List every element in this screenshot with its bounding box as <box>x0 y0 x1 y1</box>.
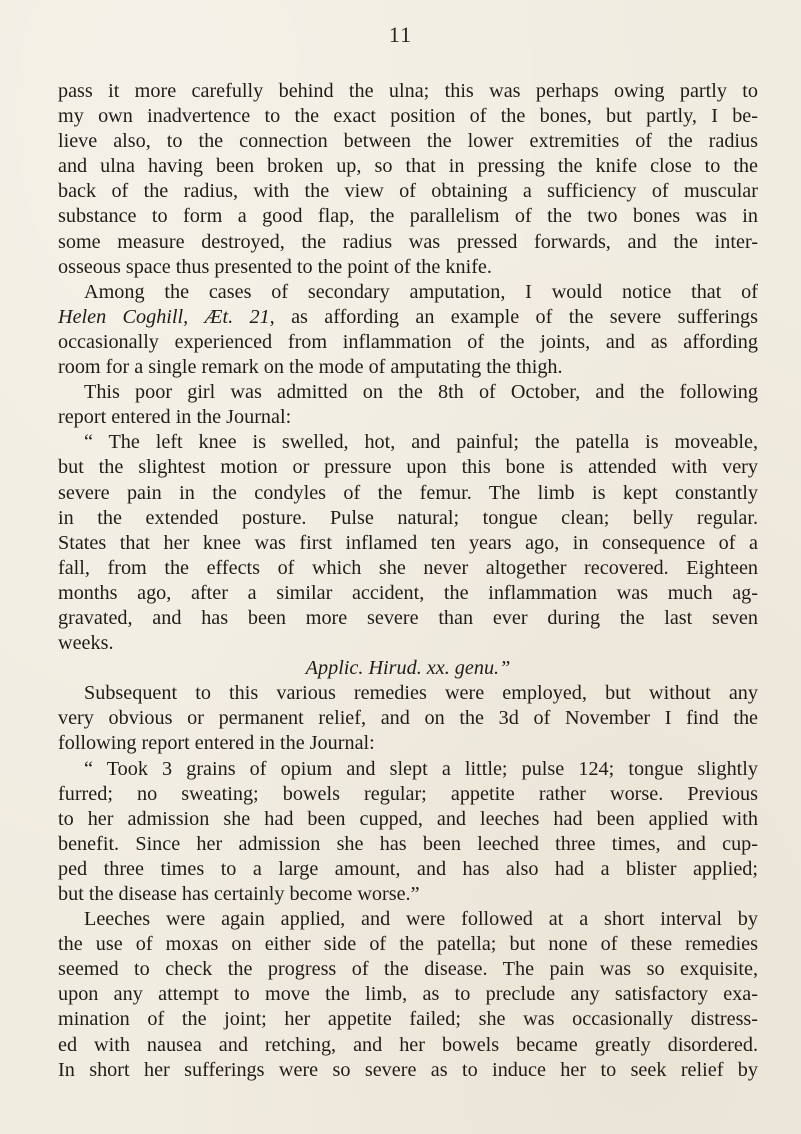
text-line: “ The left knee is swelled, hot, and painful; the patella is moveable, <box>84 431 758 454</box>
text-line: back of the radius, with the view of obtaining a sufficiency of muscular <box>58 180 758 203</box>
text-line: report entered in the Journal: <box>58 406 292 429</box>
text-line: furred; no sweating; bowels regular; appetite rather worse. Previous <box>58 782 758 805</box>
text-line: fall, from the effects of which she never altogether recovered. Eighteen <box>58 556 758 579</box>
text-line: severe pain in the condyles of the femur. The limb is kept constantly <box>58 481 758 504</box>
text-line: States that her knee was first inflamed ten years ago, in consequence of a <box>58 531 758 554</box>
text-line: ed with nausea and retching, and her bowels became greatly disordered. <box>58 1033 758 1056</box>
text-line: substance to form a good flap, the parallelism of the two bones was in <box>58 205 758 228</box>
text-line: months ago, after a similar accident, the inflammation was much ag- <box>58 581 758 604</box>
text-line: but the slightest motion or pressure upon this bone is attended with very <box>58 456 758 479</box>
text-line: This poor girl was admitted on the 8th of October, and the following <box>84 381 758 404</box>
text-line: pass it more carefully behind the ulna; this was perhaps owing partly to <box>58 80 758 102</box>
text-line: Among the cases of secondary amputation, I would notice that of <box>84 280 758 303</box>
text-line: room for a single remark on the mode of amputating the thigh. <box>58 356 563 379</box>
text-line: in the extended posture. Pulse natural; tongue clean; belly regular. <box>58 506 758 529</box>
text-line: weeks. <box>58 632 114 655</box>
text-line: seemed to check the progress of the disease. The pain was so exquisite, <box>58 958 758 981</box>
text-line: some measure destroyed, the radius was pressed forwards, and the inter- <box>58 230 758 253</box>
body-text <box>58 79 758 1083</box>
text-line: In short her sufferings were so severe as to induce her to seek relief by <box>58 1058 758 1081</box>
text-line: benefit. Since her admission she has been leeched three times, and cup- <box>58 832 758 855</box>
text-line: osseous space thus presented to the point of the knife. <box>58 255 492 278</box>
text-line: to her admission she had been cupped, and leeches had been applied with <box>58 807 758 830</box>
text-line: occasionally experienced from inflammation of the joints, and as affording <box>58 330 758 353</box>
page-number: 11 <box>388 22 413 47</box>
text-line: upon any attempt to move the limb, as to preclude any satisfactory exa- <box>58 983 758 1006</box>
text-line: ped three times to a large amount, and has also had a blister applied; <box>58 857 758 880</box>
text-line: Leeches were again applied, and were followed at a short interval by <box>84 908 758 931</box>
text-line: the use of moxas on either side of the patella; but none of these remedies <box>58 933 758 956</box>
patient-name: Helen Coghill, Æt. 21, <box>58 305 275 328</box>
text-line-rest: as affording an example of the severe sufferings <box>291 305 758 328</box>
text-line: very obvious or permanent relief, and on the 3d of November I find the <box>58 707 758 730</box>
text-line: and ulna having been broken up, so that in pressing the knife close to the <box>58 155 758 178</box>
prescription-text: Applic. Hirud. xx. genu.” <box>305 657 511 680</box>
prescription-line <box>58 656 758 681</box>
text-line <box>58 305 758 330</box>
text-line: “ Took 3 grains of opium and slept a little; pulse 124; tongue slightly <box>84 757 758 780</box>
text-line: my own inadvertence to the exact position of the bones, but partly, I be- <box>58 105 758 128</box>
text-line: mination of the joint; her appetite failed; she was occasionally distress- <box>58 1008 758 1031</box>
text-line: but the disease has certainly become worse.” <box>58 883 420 905</box>
text-line: gravated, and has been more severe than ever during the last seven <box>58 606 758 629</box>
text-line: following report entered in the Journal: <box>58 732 375 755</box>
text-line: lieve also, to the connection between the lower extremities of the radius <box>58 130 758 153</box>
text-line: Subsequent to this various remedies were employed, but without any <box>84 682 758 705</box>
